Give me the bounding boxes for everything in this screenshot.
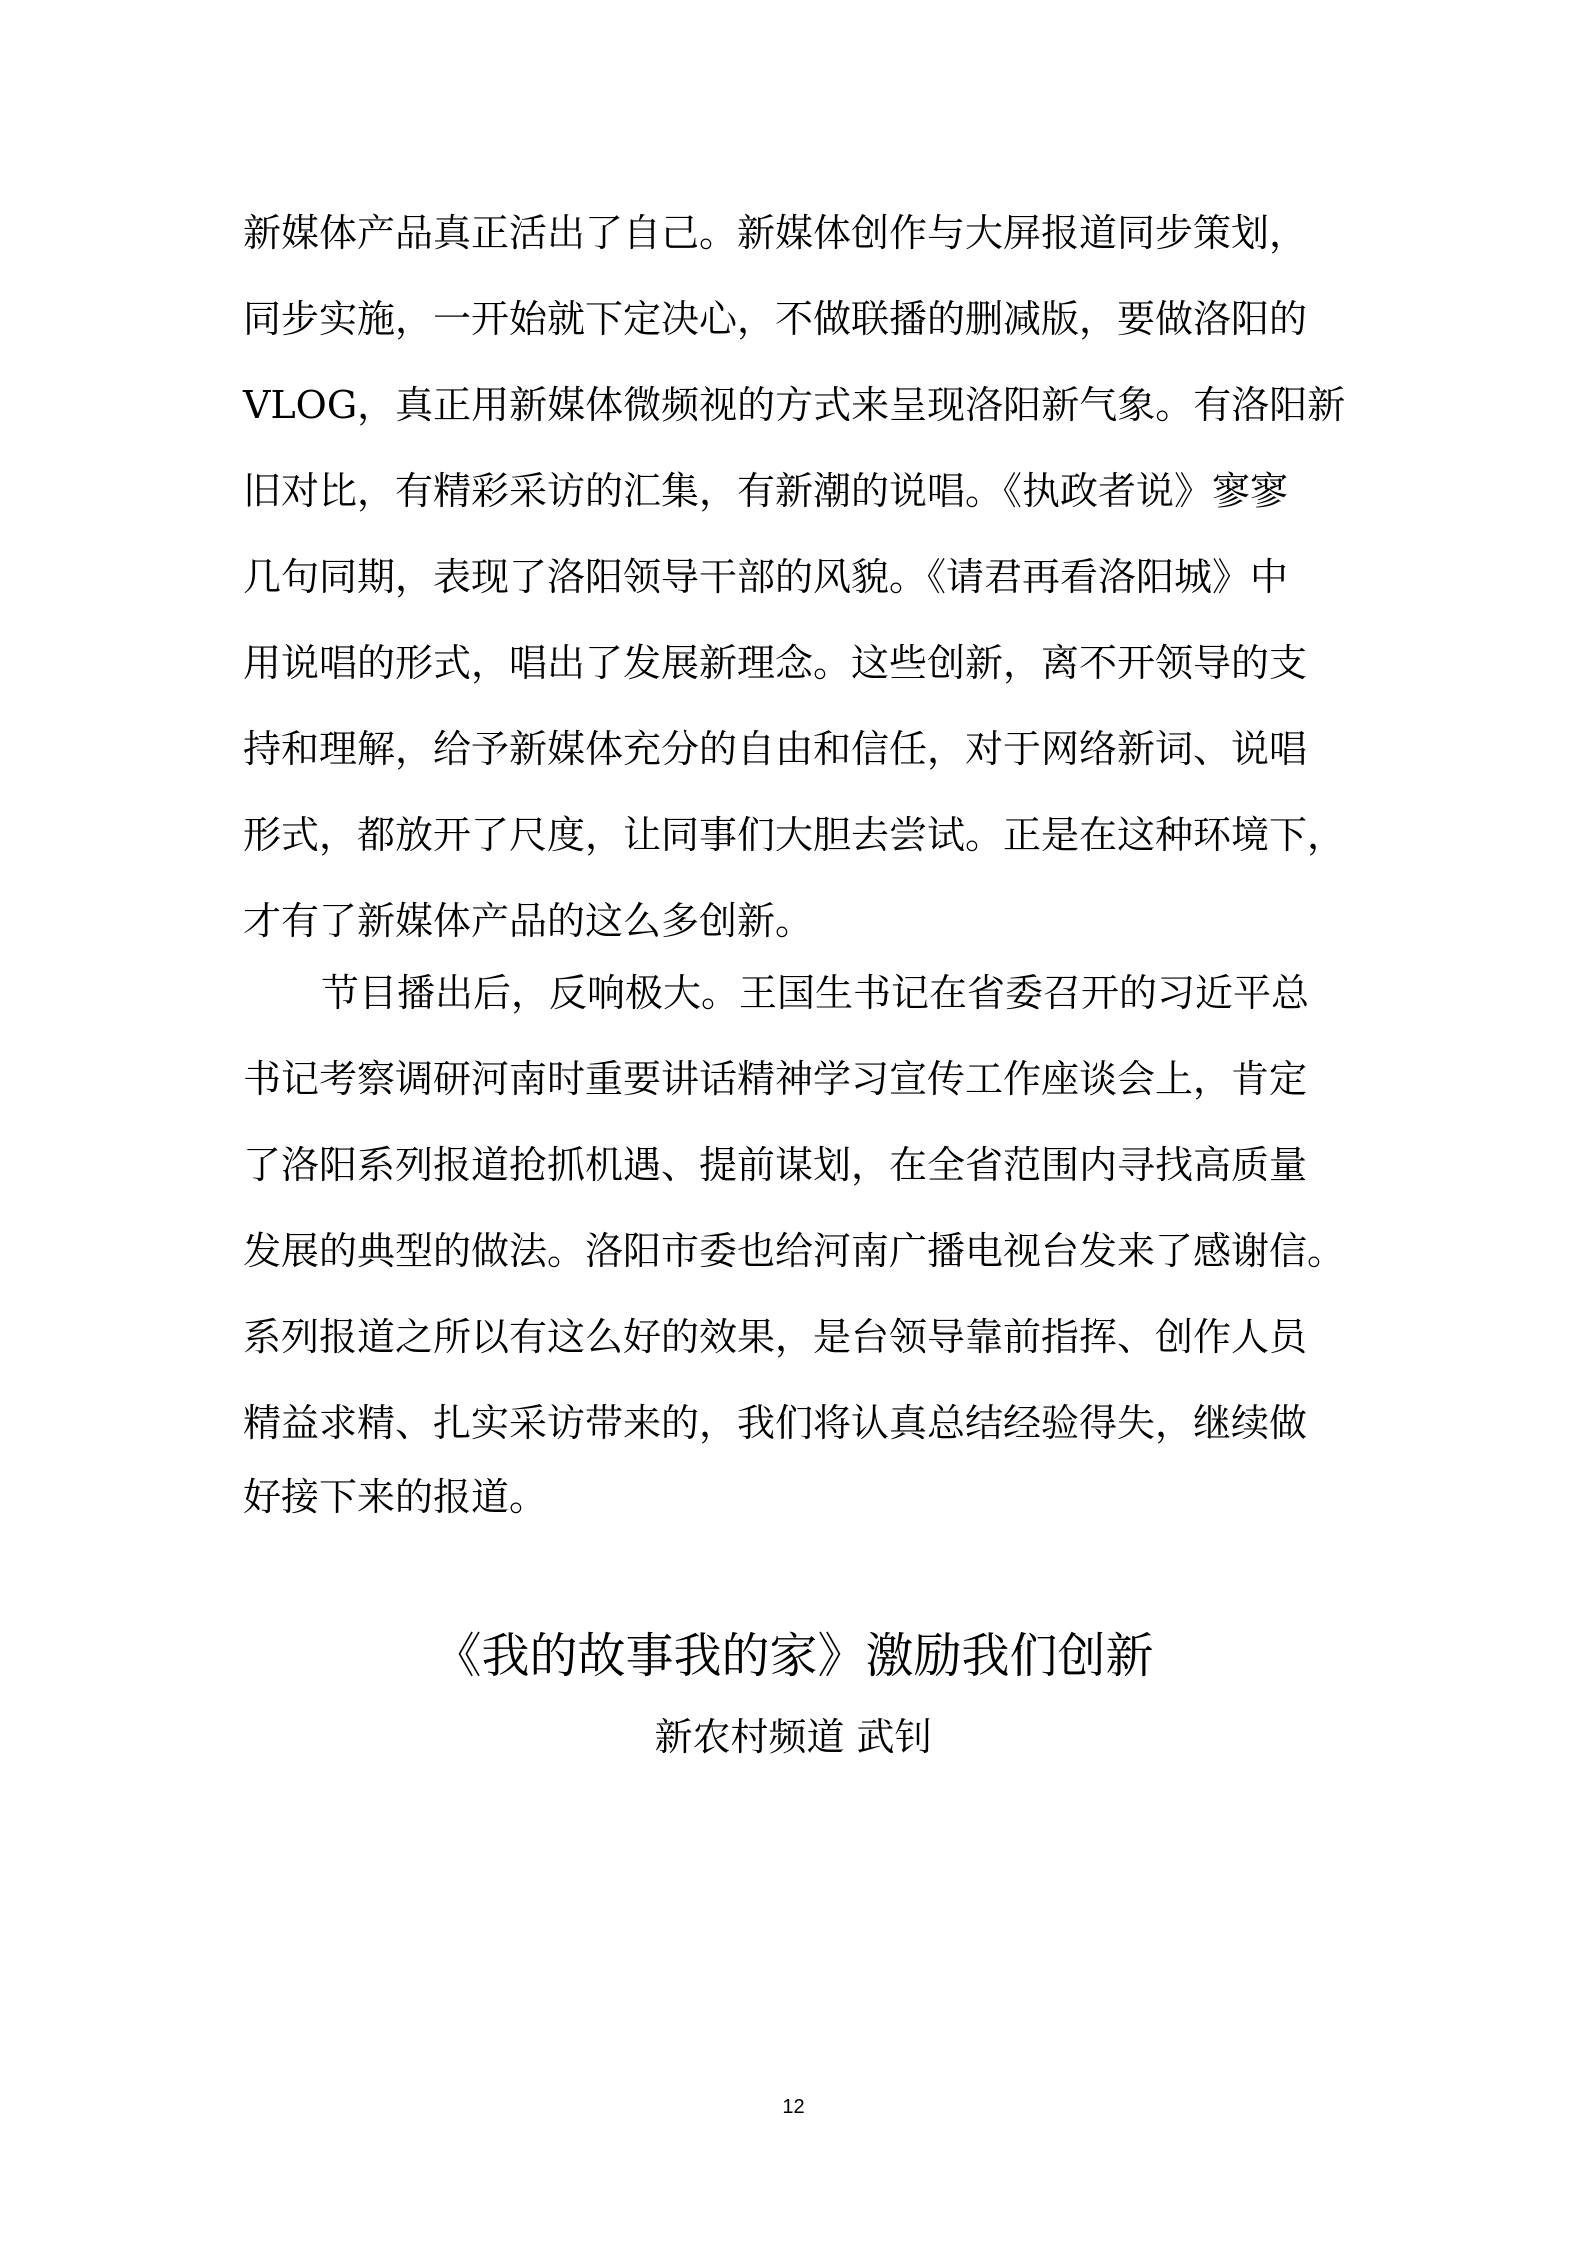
text-line: 形式，都放开了尺度，让同事们大胆去尝试。正是在这种环境下， xyxy=(243,813,1346,857)
article-byline: 新农村频道 武钊 xyxy=(654,1715,933,1759)
text-line: 同步实施，一开始就下定决心，不做联播的删减版，要做洛阳的 xyxy=(243,297,1308,341)
text-line: 才有了新媒体产品的这么多创新。 xyxy=(243,899,814,943)
text-line: 系列报道之所以有这么好的效果，是台领导靠前指挥、创作人员 xyxy=(243,1315,1308,1359)
text-line: 几句同期，表现了洛阳领导干部的风貌。《请君再看洛阳城》中 xyxy=(243,555,1289,599)
article-title: 《我的故事我的家》激励我们创新 xyxy=(433,1628,1154,1684)
text-line: 书记考察调研河南时重要讲话精神学习宣传工作座谈会上，肯定 xyxy=(243,1057,1308,1101)
text-line: 旧对比，有精彩采访的汇集，有新潮的说唱。《执政者说》寥寥 xyxy=(243,469,1289,513)
text-line: VLOG，真正用新媒体微频视的方式来呈现洛阳新气象。有洛阳新 xyxy=(243,383,1346,427)
text-line: 了洛阳系列报道抢抓机遇、提前谋划，在全省范围内寻找高质量 xyxy=(243,1143,1308,1187)
text-line: 用说唱的形式，唱出了发展新理念。这些创新，离不开领导的支 xyxy=(243,641,1308,685)
text-line: 发展的典型的做法。洛阳市委也给河南广播电视台发来了感谢信。 xyxy=(243,1229,1346,1273)
text-line: 好接下来的报道。 xyxy=(243,1475,548,1519)
text-line: 节目播出后，反响极大。王国生书记在省委召开的习近平总 xyxy=(321,971,1310,1015)
text-line: 新媒体产品真正活出了自己。新媒体创作与大屏报道同步策划， xyxy=(243,211,1308,255)
text-line: 持和理解，给予新媒体充分的自由和信任，对于网络新词、说唱 xyxy=(243,727,1308,771)
page-number: 12 xyxy=(782,2096,805,2118)
text-line: 精益求精、扎实采访带来的，我们将认真总结经验得失，继续做 xyxy=(243,1401,1308,1445)
